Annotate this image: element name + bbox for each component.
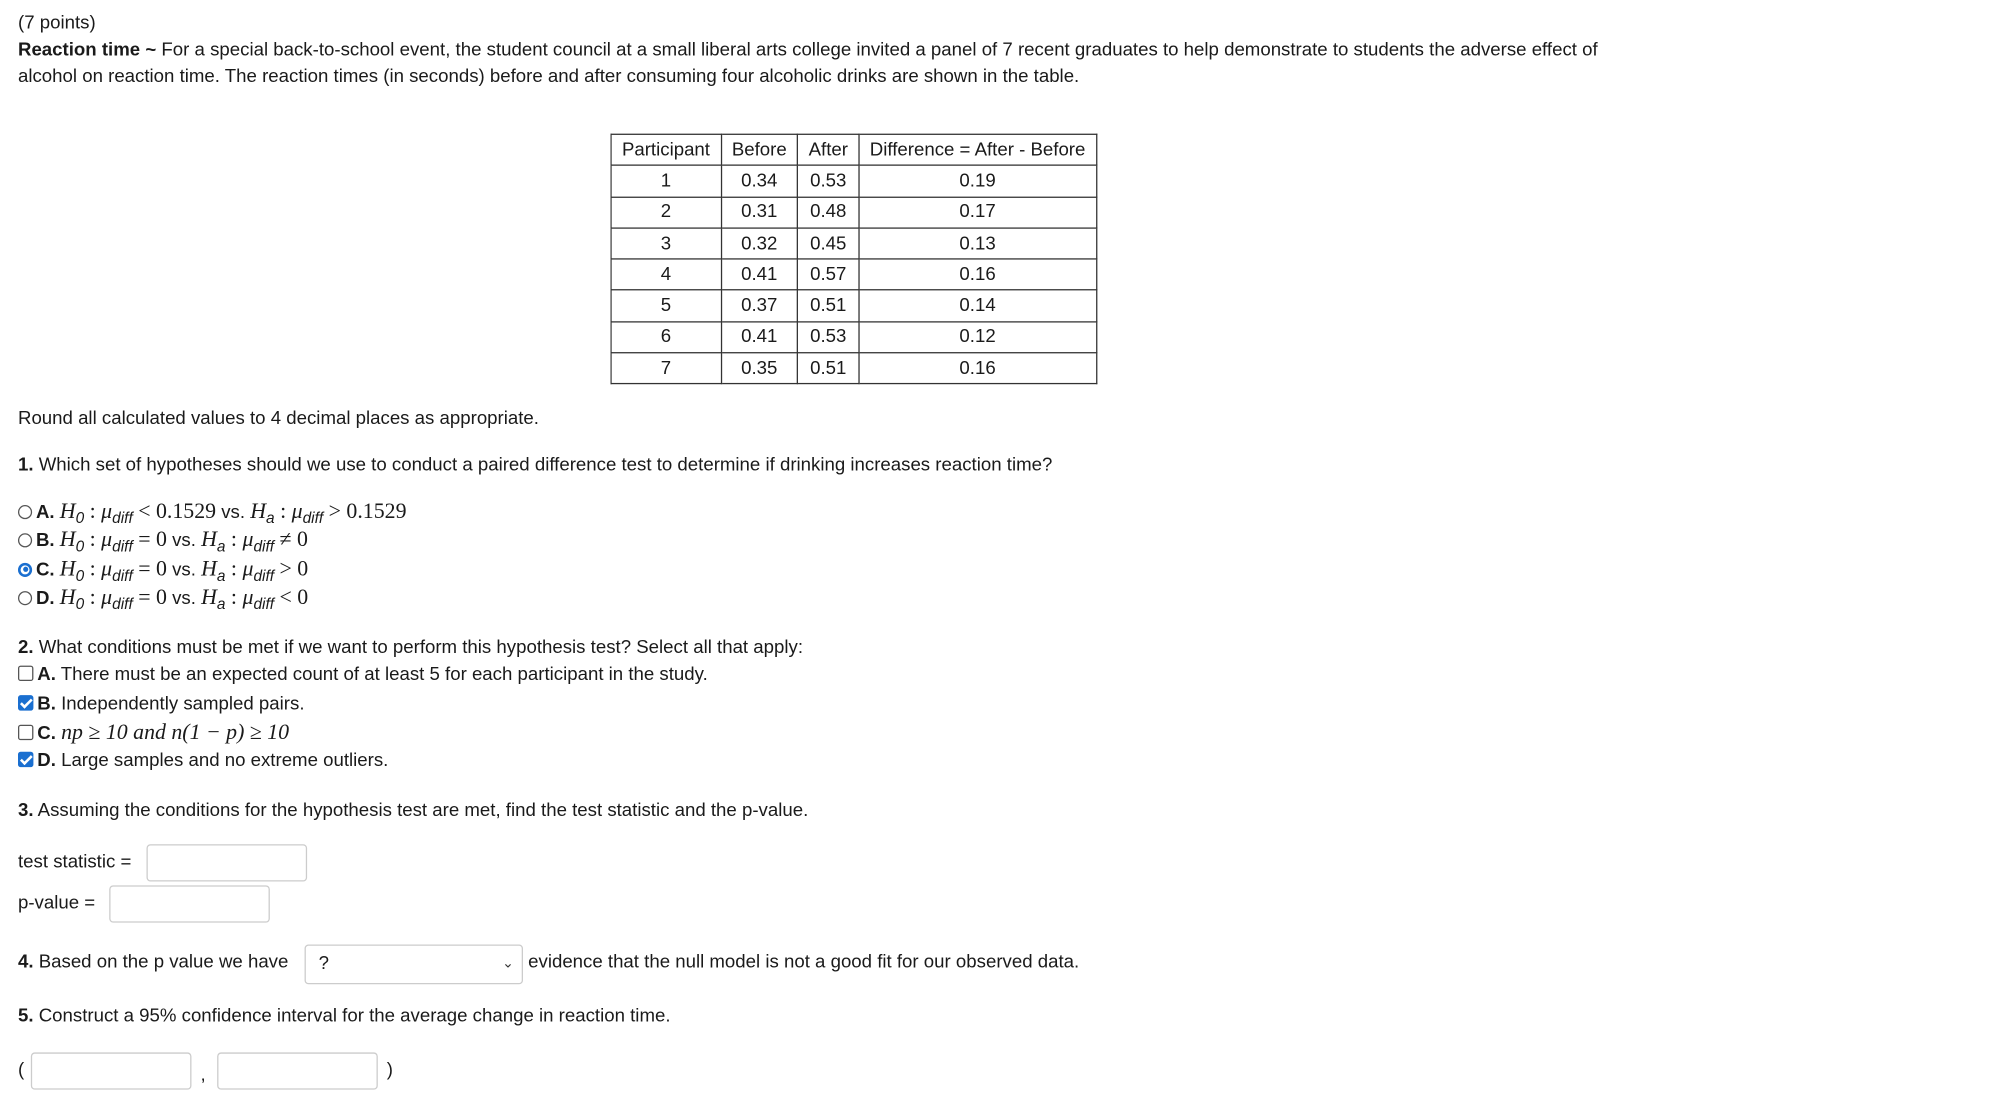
cell-before: 0.32 [721,228,798,259]
h-symbol: H [201,526,217,552]
option-letter: B. [35,530,55,552]
col-header-before: Before [721,134,798,165]
ci-close-paren: ) [386,1060,394,1081]
intro-line-2: alcohol on reaction time. The reaction times (in seconds) before and after consuming four alcoholic drinks are shown in the table. [17,66,1080,88]
intro-line-1: For a special back-to-school event, the student council at a small liberal arts college invited a panel of 7 recent graduates to help demonstrate to students the adverse effect of [161,39,1598,61]
cell-before: 0.34 [721,166,798,197]
ha-relation: > [328,498,341,523]
cell-before: 0.35 [721,353,798,384]
mu-symbol: μ [101,584,113,610]
option-text: Independently sampled pairs. [61,693,305,715]
cell-before: 0.31 [721,197,798,228]
option-letter: D. [35,588,55,610]
table-row [611,290,1096,321]
ha-value: 0.1529 [346,498,407,523]
colon: : [89,584,96,610]
hypothesis-option-d[interactable] [18,584,309,613]
vs-text: vs. [221,502,246,523]
question-1 [18,454,1052,477]
cell-after: 0.57 [798,259,859,290]
checkbox[interactable] [18,666,33,681]
mu-symbol: μ [291,498,303,523]
col-header-difference: Difference = After - Before [859,134,1096,165]
h-symbol: H [59,498,76,523]
round-note: Round all calculated values to 4 decimal places as appropriate. [17,408,539,430]
cell-difference: 0.19 [859,166,1096,197]
radio-button[interactable] [18,591,32,605]
table-row [611,166,1096,197]
mu-symbol: μ [101,498,113,523]
problem-title: Reaction time [17,39,141,61]
cell-after: 0.51 [798,353,859,384]
mu-subscript: diff [112,566,133,585]
ci-upper-input[interactable] [217,1052,378,1089]
radio-button[interactable] [18,505,32,519]
vs-text: vs. [172,530,196,552]
h0-relation: = [138,556,151,581]
mu-subscript: diff [112,594,133,613]
h0-value: 0 [155,556,167,581]
h0-subscript: 0 [75,594,85,613]
colon: : [230,556,238,581]
ha-subscript: a [216,566,226,585]
ha-subscript: a [216,594,226,613]
mu-symbol: μ [242,584,254,610]
chevron-down-icon: ⌄ [502,956,514,972]
question-1-text: Which set of hypotheses should we use to conduct a paired difference test to determine if drinking increases reaction time? [38,454,1053,476]
h0-relation: < [138,498,151,523]
cell-before: 0.37 [721,290,798,321]
cell-participant: 2 [611,197,721,228]
h0-value: 0.1529 [155,498,217,523]
ha-relation: ≠ [279,526,292,552]
ha-relation: > [279,556,292,581]
option-letter: A. [35,502,55,523]
cell-before: 0.41 [721,259,798,290]
checkbox[interactable] [18,695,33,710]
colon: : [89,526,96,552]
cell-after: 0.53 [798,322,859,353]
option-letter: D. [37,750,56,771]
test-statistic-label: test statistic = [17,851,132,873]
question-5-text: Construct a 95% confidence interval for the average change in reaction time. [38,1006,671,1027]
hypothesis-option-c[interactable] [18,556,309,585]
h-symbol: H [59,584,76,610]
mu-symbol: μ [242,556,254,581]
test-statistic-input[interactable] [146,844,307,881]
cell-participant: 6 [611,322,721,353]
h0-subscript: 0 [75,508,85,527]
problem-intro [18,39,1598,62]
option-letter: B. [37,693,56,715]
cell-difference: 0.16 [859,353,1096,384]
condition-option-a[interactable] [18,663,708,686]
condition-option-b[interactable] [18,693,305,716]
colon: : [89,498,96,523]
cell-after: 0.48 [798,197,859,228]
question-3-text: Assuming the conditions for the hypothesis test are met, find the test statistic and the p-value. [37,800,809,822]
cell-participant: 4 [611,259,721,290]
h0-value: 0 [155,526,167,552]
p-value-input[interactable] [109,885,270,922]
h0-subscript: 0 [75,537,85,556]
cell-difference: 0.17 [859,197,1096,228]
h-symbol: H [201,556,217,581]
table-row [611,197,1096,228]
mu-subscript: diff [112,537,133,556]
condition-option-d[interactable] [18,749,388,772]
vs-text: vs. [172,588,196,610]
mu-symbol: μ [101,526,113,552]
question-4-text-after: evidence that the null model is not a good fit for our observed data. [528,952,1080,973]
ha-subscript: a [266,508,275,527]
p-value-label: p-value = [17,893,96,914]
evidence-strength-value: ? [318,953,330,975]
cell-after: 0.45 [798,228,859,259]
radio-button[interactable] [18,562,32,576]
option-letter: C. [37,723,56,745]
ha-value: 0 [296,526,308,552]
question-3-number: 3. [17,800,34,822]
question-4-text-before: Based on the p value we have [38,952,289,973]
colon: : [230,584,238,610]
cell-difference: 0.13 [859,228,1096,259]
question-4 [18,951,288,974]
col-header-participant: Participant [611,134,721,165]
cell-difference: 0.16 [859,259,1096,290]
mu-subscript: diff [253,537,275,556]
colon: : [230,526,238,552]
h-symbol: H [201,584,217,610]
cell-before: 0.41 [721,322,798,353]
cell-after: 0.51 [798,290,859,321]
option-letter: A. [37,664,56,685]
ha-value: 0 [297,556,309,581]
mu-subscript: diff [302,508,324,527]
checkbox[interactable] [18,725,33,740]
checkbox[interactable] [18,752,33,767]
cell-participant: 3 [611,228,721,259]
ci-open-paren: ( [17,1060,25,1081]
cell-difference: 0.12 [859,322,1096,353]
points-label: (7 points) [17,12,96,34]
radio-button[interactable] [18,533,32,547]
reaction-time-table [610,134,1097,385]
hypothesis-option-a[interactable] [18,498,407,527]
title-dash: ~ [140,39,162,61]
option-text: Large samples and no extreme outliers. [61,750,389,771]
question-2-text: What conditions must be met if we want to perform this hypothesis test? Select all that apply: [38,637,804,658]
question-2 [18,636,803,659]
ci-lower-input[interactable] [31,1052,192,1089]
cell-participant: 5 [611,290,721,321]
h-symbol: H [250,498,267,523]
vs-text: vs. [172,560,196,581]
table-header-row [611,134,1096,165]
cell-difference: 0.14 [859,290,1096,321]
question-5 [18,1005,671,1028]
option-text: There must be an expected count of at least 5 for each participant in the study. [60,664,708,685]
question-3 [18,799,808,822]
cell-participant: 1 [611,166,721,197]
ha-value: 0 [297,584,309,610]
ci-comma: , [200,1065,206,1086]
option-text: np ≥ 10 and n(1 − p) ≥ 10 [61,719,290,745]
question-4-number: 4. [17,952,34,973]
mu-subscript: diff [112,508,133,527]
h-symbol: H [59,556,76,581]
mu-subscript: diff [253,566,275,585]
table-row [611,353,1096,384]
h0-relation: = [138,526,151,552]
mu-subscript: diff [253,594,275,613]
table-row [611,322,1096,353]
cell-participant: 7 [611,353,721,384]
h0-subscript: 0 [75,566,85,585]
h0-relation: = [138,584,151,610]
colon: : [89,556,96,581]
hypothesis-option-b[interactable] [18,526,308,556]
question-5-number: 5. [17,1006,34,1027]
mu-symbol: μ [101,556,113,581]
ha-subscript: a [216,537,226,556]
h-symbol: H [59,526,76,552]
h0-value: 0 [155,584,167,610]
question-1-number: 1. [17,454,34,476]
ha-relation: < [279,584,292,610]
colon: : [280,498,287,523]
col-header-after: After [798,134,859,165]
table-row [611,259,1096,290]
cell-after: 0.53 [798,166,859,197]
condition-option-c[interactable] [18,721,289,745]
mu-symbol: μ [242,526,254,552]
question-2-number: 2. [17,637,34,658]
option-letter: C. [35,560,55,581]
evidence-strength-select[interactable] [305,944,523,984]
table-row [611,228,1096,259]
